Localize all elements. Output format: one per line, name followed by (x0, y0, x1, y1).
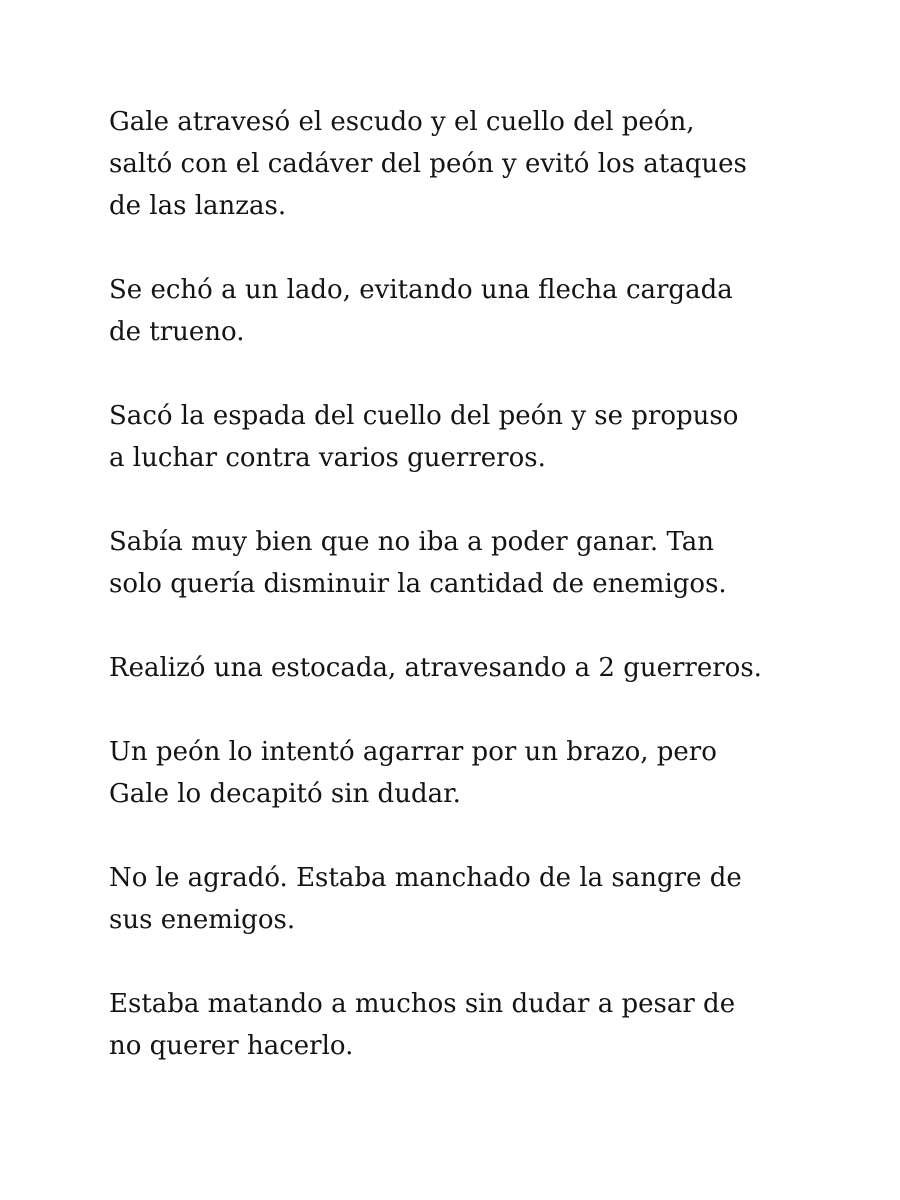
paragraph-5: Realizó una estocada, atravesando a 2 guerreros. (109, 653, 762, 683)
paragraph-7: No le agradó. Estaba manchado de la sangre de sus enemigos. (109, 863, 742, 935)
paragraph-8: Estaba matando a muchos sin dudar a pesar de no querer hacerlo. (109, 989, 736, 1061)
paragraph-3: Sacó la espada del cuello del peón y se propuso a luchar contra varios guerreros. (109, 401, 739, 473)
paragraph-4: Sabía muy bien que no iba a poder ganar. Tan solo quería disminuir la cantidad de enemigos. (109, 527, 727, 599)
paragraph-2: Se echó a un lado, evitando una flecha cargada de trueno. (109, 275, 733, 347)
paragraph-6: Un peón lo intentó agarrar por un brazo, pero Gale lo decapitó sin dudar. (109, 737, 717, 809)
paragraph-1: Gale atravesó el escudo y el cuello del peón, saltó con el cadáver del peón y evitó los ataques de las lanzas. (109, 107, 747, 221)
document-page (109, 101, 809, 1109)
